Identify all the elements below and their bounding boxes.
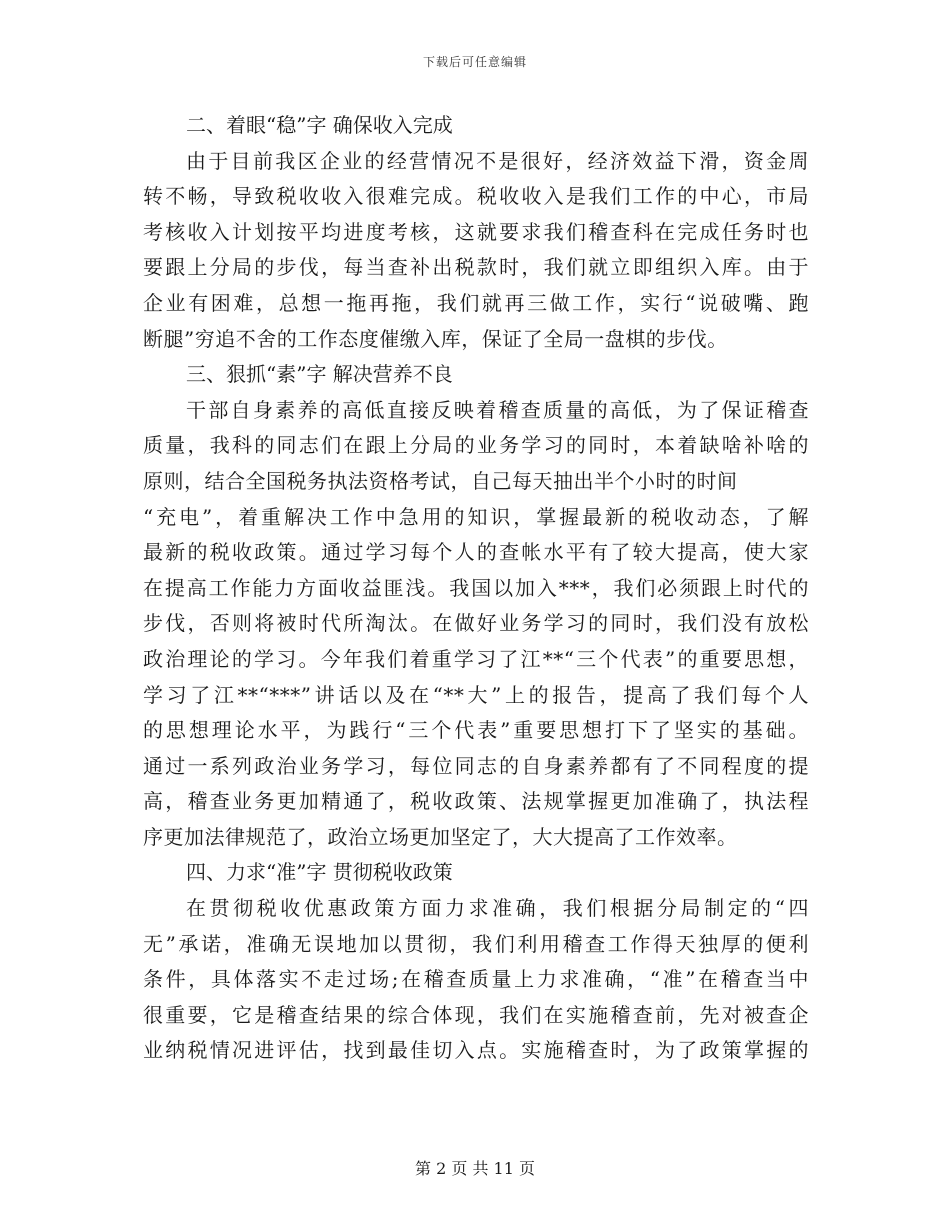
paragraph-line: 转不畅，导致税收收入很难完成。税收收入是我们工作的中心，市局: [143, 184, 809, 209]
paragraph-line: 原则，结合全国税务执法资格考试，自己每天抽出半个小时的时间: [143, 468, 738, 493]
paragraph-line: 条件，具体落实不走过场;在稽查质量上力求准确，“准”在稽查当中: [143, 967, 809, 992]
paragraph-line: 政治理论的学习。今年我们着重学习了江**“三个代表”的重要思想，: [143, 646, 809, 671]
paragraph-line: 断腿”穷追不舍的工作态度催缴入库，保证了全局一盘棋的步伐。: [143, 326, 728, 351]
paragraph-line: “充电”，着重解决工作中急用的知识，掌握最新的税收动态，了解: [143, 504, 809, 529]
paragraph-line: 的思想理论水平，为践行“三个代表”重要思想打下了坚实的基础。: [143, 718, 809, 743]
paragraph-line: 企业有困难，总想一拖再拖，我们就再三做工作，实行“说破嘴、跑: [143, 290, 809, 315]
section-heading: 三、狠抓“素”字 解决营养不良: [186, 362, 453, 387]
paragraph-line: 无”承诺，准确无误地加以贯彻，我们利用稽查工作得天独厚的便利: [143, 931, 809, 956]
paragraph-line: 由于目前我区企业的经营情况不是很好，经济效益下滑，资金周: [186, 148, 809, 173]
section-heading: 四、力求“准”字 贯彻税收政策: [186, 860, 453, 885]
paragraph-line: 质量，我科的同志们在跟上分局的业务学习的同时，本着缺啥补啥的: [143, 433, 809, 458]
page-header: 下载后可任意编辑: [422, 55, 527, 69]
paragraph-line: 在提高工作能力方面收益匪浅。我国以加入***，我们必须跟上时代的: [143, 575, 809, 600]
page-number-footer: 第 2 页 共 11 页: [415, 1159, 535, 1178]
paragraph-line: 通过一系列政治业务学习，每位同志的自身素养都有了不同程度的提: [143, 753, 809, 778]
paragraph-line: 干部自身素养的高低直接反映着稽查质量的高低，为了保证稽查: [186, 397, 809, 422]
paragraph-line: 要跟上分局的步伐，每当查补出税款时，我们就立即组织入库。由于: [143, 255, 809, 280]
paragraph-line: 最新的税收政策。通过学习每个人的查帐水平有了较大提高，使大家: [143, 540, 809, 565]
section-heading: 二、着眼“稳”字 确保收入完成: [186, 113, 453, 137]
document-body: [143, 108, 809, 1069]
paragraph-line: 很重要，它是稽查结果的综合体现，我们在实施稽查前，先对被查企: [143, 1002, 809, 1027]
paragraph-line: 高，稽查业务更加精通了，税收政策、法规掌握更加准确了，执法程: [143, 789, 809, 814]
paragraph-line: 考核收入计划按平均进度考核，这就要求我们稽查科在完成任务时也: [143, 219, 809, 244]
paragraph-line: 业纳税情况进评估，找到最佳切入点。实施稽查时，为了政策掌握的: [143, 1038, 809, 1063]
paragraph-line: 学习了江**“***”讲话以及在“**大”上的报告，提高了我们每个人: [143, 682, 809, 707]
paragraph-line: 在贯彻税收优惠政策方面力求准确，我们根据分局制定的“四: [186, 896, 809, 921]
paragraph-line: 步伐，否则将被时代所淘汰。在做好业务学习的同时，我们没有放松: [143, 611, 809, 636]
paragraph-line: 序更加法律规范了，政治立场更加坚定了，大大提高了工作效率。: [143, 824, 738, 849]
